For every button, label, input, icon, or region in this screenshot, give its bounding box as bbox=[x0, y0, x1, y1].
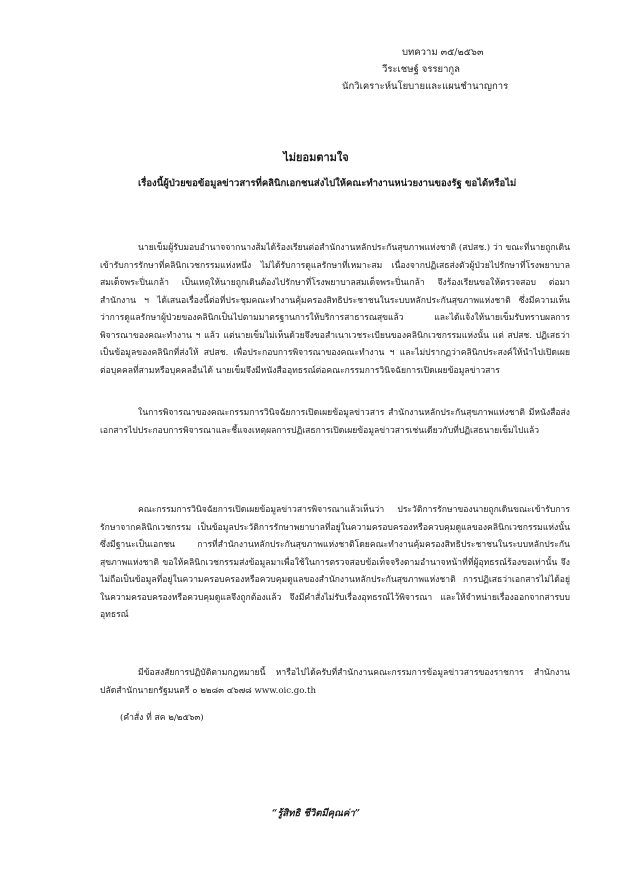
subject-line bbox=[100, 174, 570, 193]
author-position: นักวิเคราะห์นโยบายและแผนชำนาญการ bbox=[342, 81, 509, 92]
author-name: วีระเชษฐ์ จรรยากูล bbox=[382, 64, 461, 75]
subject-text: เรื่องนี้ผู้ป่วยขอข้อมูลข่าวสารที่คลินิกเอกชนส่งไปให้คณะทำงานหน่วยงานของรัฐ ขอได้หรือไม่ bbox=[138, 178, 517, 189]
article-number: บทความ ๓๕/๒๕๖๓ bbox=[402, 47, 484, 58]
paragraph-text: ในการพิจารณาของคณะกรรมการวินิจฉัยการเปิดเผยข้อมูลข่าวสาร สำนักงานหลักประกันสุขภาพแห่งชาติ มีหนังสือส่งเอกสารไปประกอบการพิจารณาและชี้แจงเหตุผลการปฏิเสธการเปิดเผยข้อมูลข่าวสารเช่นเดียวกับที่ปฏิเสธนายเข็มไปแล้ว bbox=[100, 408, 570, 436]
slogan: “รู้สิทธิ ชีวิตมีคุณค่า” bbox=[271, 808, 361, 819]
document-title: ไม่ยอมตามใจ bbox=[283, 151, 349, 164]
paragraph-contact bbox=[100, 665, 570, 700]
paragraph-complaint bbox=[100, 240, 570, 380]
paragraph-committee-decision bbox=[100, 502, 570, 625]
article-header bbox=[342, 44, 562, 95]
paragraph-text: มีข้อสงสัยการปฏิบัติตามกฎหมายนี้ หารือไปได้ครับที่สำนักงานคณะกรรมการข้อมูลข่าวสารของราชการ สำนักงานปลัดสำนักนายกรัฐมนตรี ๐ ๒๒๘๓ ๔๖๗๘ www.oic.go.th bbox=[100, 668, 570, 696]
paragraph-agency-response bbox=[100, 405, 570, 440]
paragraph-text: นายเข็มผู้รับมอบอำนาจจากนางส้มได้ร้องเรียนต่อสำนักงานหลักประกันสุขภาพแห่งชาติ (สปสช.) ว่า ขณะที่นายถูกเดินเข้ารับการรักษาที่คลินิกเวชกรรมแห่งหนึ่ง ไม่ได้รับการดูแลรักษาที่เหมาะสม เนื่องจากปฏิเสธส่งตัวผู้ป่วยไปรักษาที่โรงพยาบาลสมเด็จพระปิ่นเกล้า เป็นเหตุให้นายถูกเดินต้องไปรักษาที่โรงพยาบาลสมเด็จพระปิ่นเกล้า จึงร้องเรียนขอให้ตรวจสอบ ต่อมาสำนักงาน ฯ ได้เสนอเรื่องนี้ต่อที่ประชุมคณะทำงานคุ้มครองสิทธิประชาชนในระบบหลักประกันสุขภาพแห่งชาติ ซึ่งมีความเห็นว่าการดูแลรักษาผู้ป่วยของคลินิกเป็นไปตามมาตรฐานการให้บริการสาธารณสุขแล้ว และได้แจ้งให้นายเข็มรับทราบผลการพิจารณาของคณะทำงาน ฯ แล้ว แต่นายเข็มไม่เห็นด้วยจึงขอสำเนาเวชระเบียนของคลินิกเวชกรรมแห่งนั้น แต่ สปสช. ปฏิเสธว่าเป็นข้อมูลของคลินิกที่ส่งให้ สปสช. เพื่อประกอบการพิจารณาของคณะทำงาน ฯ และไม่ปรากฏว่าคลินิกประสงค์ให้นำไปเปิดเผยต่อบุคคลที่สามหรือบุคคลอื่นได้ นายเข็มจึงมีหนังสืออุทธรณ์ต่อคณะกรรมการวินิจฉัยการเปิดเผยข้อมูลข่าวสาร bbox=[100, 243, 570, 376]
paragraph-text: คณะกรรมการวินิจฉัยการเปิดเผยข้อมูลข่าวสารพิจารณาแล้วเห็นว่า ประวัติการรักษาของนายถูกเดินขณะเข้ารับการรักษาจากคลินิกเวชกรรม เป็นข้อมูลประวัติการรักษาพยาบาลที่อยู่ในความครอบครองหรือควบคุมดูแลของคลินิกเวชกรรมแห่งนั้นซึ่งมีฐานะเป็นเอกชน การที่สำนักงานหลักประกันสุขภาพแห่งชาติโดยคณะทำงานคุ้มครองสิทธิประชาชนในระบบหลักประกันสุขภาพแห่งชาติ ขอให้คลินิกเวชกรรมส่งข้อมูลมาเพื่อใช้ในการตรวจสอบข้อเท็จจริงตามอำนาจหน้าที่ที่ผู้อุทธรณ์ร้องขอเท่านั้น จึงไม่ถือเป็นข้อมูลที่อยู่ในความครอบครองหรือควบคุมดูแลของสำนักงานหลักประกันสุขภาพแห่งชาติ การปฏิเสธว่าเอกสารไม่ได้อยู่ในความครอบครองหรือควบคุมดูแลจึงถูกต้องแล้ว จึงมีคำสั่งไม่รับเรื่องอุทธรณ์ไว้พิจารณา และให้จำหน่ายเรื่องออกจากสารบบอุทธรณ์ bbox=[100, 505, 570, 620]
order-reference: (คำสั่ง ที่ สค ๒/๒๕๖๓) bbox=[120, 713, 204, 723]
